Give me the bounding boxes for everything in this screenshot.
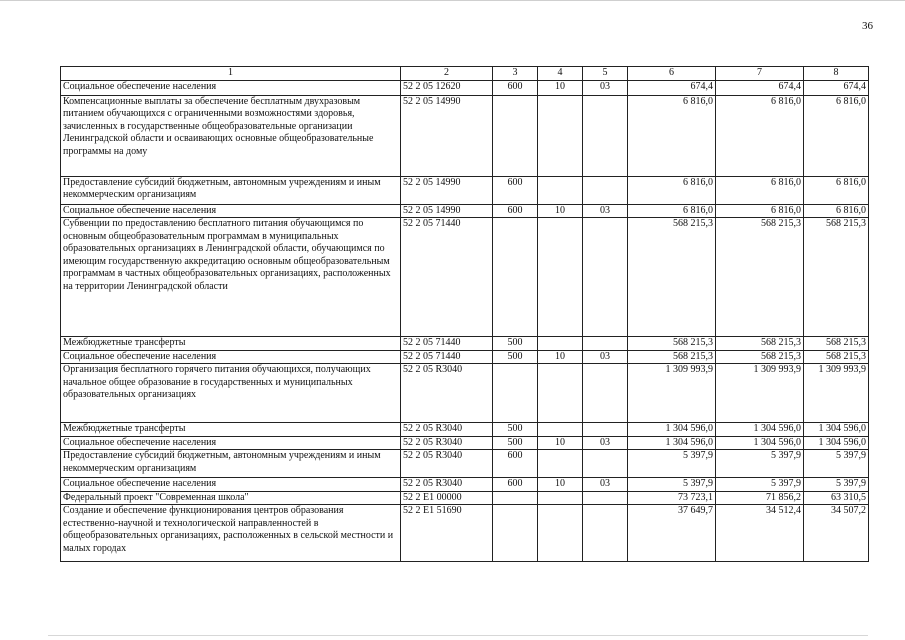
row-rz-cell: 10 bbox=[538, 350, 583, 364]
row-value-2023-cell: 6 816,0 bbox=[804, 204, 869, 218]
table-body bbox=[61, 80, 869, 562]
row-name-cell: Социальное обеспечение населения bbox=[61, 478, 401, 492]
row-value-2021-cell: 1 304 596,0 bbox=[628, 436, 716, 450]
row-value-2021-cell: 6 816,0 bbox=[628, 176, 716, 204]
row-value-2021-cell: 5 397,9 bbox=[628, 450, 716, 478]
column-header-5: 5 bbox=[583, 67, 628, 81]
row-vr-cell bbox=[493, 95, 538, 176]
row-value-2023-cell: 1 309 993,9 bbox=[804, 364, 869, 423]
row-code-cell: 52 2 05 R3040 bbox=[401, 436, 493, 450]
row-pr-cell: 03 bbox=[583, 478, 628, 492]
row-code-cell: 52 2 E1 51690 bbox=[401, 505, 493, 562]
row-rz-cell: 10 bbox=[538, 436, 583, 450]
row-value-2022-cell: 1 309 993,9 bbox=[716, 364, 804, 423]
row-rz-cell bbox=[538, 337, 583, 351]
row-value-2021-cell: 568 215,3 bbox=[628, 218, 716, 337]
row-name-cell: Социальное обеспечение населения bbox=[61, 350, 401, 364]
column-header-7: 7 bbox=[716, 67, 804, 81]
row-pr-cell: 03 bbox=[583, 204, 628, 218]
row-value-2021-cell: 1 309 993,9 bbox=[628, 364, 716, 423]
row-pr-cell: 03 bbox=[583, 350, 628, 364]
row-code-cell: 52 2 05 71440 bbox=[401, 350, 493, 364]
row-pr-cell bbox=[583, 176, 628, 204]
row-name-cell: Социальное обеспечение населения bbox=[61, 80, 401, 95]
row-pr-cell: 03 bbox=[583, 80, 628, 95]
top-rule bbox=[0, 0, 905, 1]
row-vr-cell: 500 bbox=[493, 436, 538, 450]
row-vr-cell: 600 bbox=[493, 176, 538, 204]
row-name-cell: Федеральный проект "Современная школа" bbox=[61, 491, 401, 505]
row-pr-cell bbox=[583, 423, 628, 437]
row-vr-cell: 600 bbox=[493, 80, 538, 95]
row-value-2023-cell: 5 397,9 bbox=[804, 450, 869, 478]
row-value-2021-cell: 37 649,7 bbox=[628, 505, 716, 562]
row-code-cell: 52 2 05 71440 bbox=[401, 218, 493, 337]
column-header-6: 6 bbox=[628, 67, 716, 81]
column-header-4: 4 bbox=[538, 67, 583, 81]
row-value-2023-cell: 1 304 596,0 bbox=[804, 436, 869, 450]
row-vr-cell bbox=[493, 218, 538, 337]
row-name-cell: Межбюджетные трансферты bbox=[61, 423, 401, 437]
row-code-cell: 52 2 05 R3040 bbox=[401, 423, 493, 437]
row-code-cell: 52 2 05 14990 bbox=[401, 176, 493, 204]
table-row bbox=[61, 423, 869, 437]
row-rz-cell bbox=[538, 491, 583, 505]
table-row bbox=[61, 218, 869, 337]
table-row bbox=[61, 491, 869, 505]
row-rz-cell bbox=[538, 450, 583, 478]
row-value-2022-cell: 568 215,3 bbox=[716, 337, 804, 351]
row-name-cell: Организация бесплатного горячего питания обучающихся, получающих начальное общее образование в государственных и муниципальных образовательных организациях bbox=[61, 364, 401, 423]
row-rz-cell bbox=[538, 423, 583, 437]
table-row bbox=[61, 364, 869, 423]
row-value-2022-cell: 71 856,2 bbox=[716, 491, 804, 505]
row-rz-cell: 10 bbox=[538, 478, 583, 492]
row-value-2021-cell: 73 723,1 bbox=[628, 491, 716, 505]
table-row bbox=[61, 337, 869, 351]
row-value-2023-cell: 6 816,0 bbox=[804, 95, 869, 176]
row-value-2022-cell: 568 215,3 bbox=[716, 218, 804, 337]
budget-table bbox=[60, 66, 869, 562]
table-row bbox=[61, 95, 869, 176]
table-row bbox=[61, 204, 869, 218]
table-row bbox=[61, 505, 869, 562]
row-rz-cell bbox=[538, 505, 583, 562]
row-vr-cell: 600 bbox=[493, 204, 538, 218]
row-vr-cell: 500 bbox=[493, 337, 538, 351]
row-vr-cell bbox=[493, 505, 538, 562]
row-value-2023-cell: 6 816,0 bbox=[804, 176, 869, 204]
row-name-cell: Межбюджетные трансферты bbox=[61, 337, 401, 351]
row-name-cell: Предоставление субсидий бюджетным, автономным учреждениям и иным некоммерческим организациям bbox=[61, 176, 401, 204]
row-value-2023-cell: 568 215,3 bbox=[804, 350, 869, 364]
row-code-cell: 52 2 05 14990 bbox=[401, 95, 493, 176]
row-pr-cell: 03 bbox=[583, 436, 628, 450]
row-pr-cell bbox=[583, 505, 628, 562]
row-rz-cell bbox=[538, 218, 583, 337]
row-value-2022-cell: 6 816,0 bbox=[716, 176, 804, 204]
row-value-2023-cell: 5 397,9 bbox=[804, 478, 869, 492]
row-code-cell: 52 2 E1 00000 bbox=[401, 491, 493, 505]
row-pr-cell bbox=[583, 95, 628, 176]
table-row bbox=[61, 450, 869, 478]
row-code-cell: 52 2 05 R3040 bbox=[401, 478, 493, 492]
row-value-2021-cell: 1 304 596,0 bbox=[628, 423, 716, 437]
row-value-2022-cell: 6 816,0 bbox=[716, 95, 804, 176]
row-code-cell: 52 2 05 R3040 bbox=[401, 364, 493, 423]
table-row bbox=[61, 478, 869, 492]
row-rz-cell bbox=[538, 364, 583, 423]
row-value-2021-cell: 568 215,3 bbox=[628, 350, 716, 364]
row-vr-cell: 500 bbox=[493, 423, 538, 437]
row-name-cell: Социальное обеспечение населения bbox=[61, 204, 401, 218]
row-value-2022-cell: 5 397,9 bbox=[716, 450, 804, 478]
table-row bbox=[61, 436, 869, 450]
row-vr-cell: 500 bbox=[493, 350, 538, 364]
row-code-cell: 52 2 05 R3040 bbox=[401, 450, 493, 478]
row-value-2021-cell: 6 816,0 bbox=[628, 204, 716, 218]
row-value-2022-cell: 1 304 596,0 bbox=[716, 436, 804, 450]
row-value-2021-cell: 674,4 bbox=[628, 80, 716, 95]
row-rz-cell bbox=[538, 176, 583, 204]
row-value-2021-cell: 6 816,0 bbox=[628, 95, 716, 176]
row-value-2022-cell: 1 304 596,0 bbox=[716, 423, 804, 437]
row-pr-cell bbox=[583, 450, 628, 478]
row-value-2021-cell: 5 397,9 bbox=[628, 478, 716, 492]
header-row bbox=[61, 67, 869, 81]
row-code-cell: 52 2 05 14990 bbox=[401, 204, 493, 218]
row-value-2022-cell: 6 816,0 bbox=[716, 204, 804, 218]
column-header-2: 2 bbox=[401, 67, 493, 81]
table-row bbox=[61, 80, 869, 95]
row-name-cell: Субвенции по предоставлению бесплатного питания обучающимся по основным общеобразовательным программам в муниципальных образовательных организациях в Ленинградской области, обучающимся по имеющим государственную аккредитацию основным общеобразовательным программам в частных общеобразовательных организациях, расположенных на территории Ленинградской области bbox=[61, 218, 401, 337]
row-value-2022-cell: 34 512,4 bbox=[716, 505, 804, 562]
row-rz-cell: 10 bbox=[538, 204, 583, 218]
row-pr-cell bbox=[583, 491, 628, 505]
row-value-2022-cell: 568 215,3 bbox=[716, 350, 804, 364]
row-value-2023-cell: 34 507,2 bbox=[804, 505, 869, 562]
row-vr-cell: 600 bbox=[493, 478, 538, 492]
row-pr-cell bbox=[583, 337, 628, 351]
row-value-2023-cell: 1 304 596,0 bbox=[804, 423, 869, 437]
row-name-cell: Создание и обеспечение функционирования центров образования естественно-научной и технологической направленностей в общеобразовательных организациях, расположенных в сельской местности и малых городах bbox=[61, 505, 401, 562]
row-code-cell: 52 2 05 71440 bbox=[401, 337, 493, 351]
column-header-8: 8 bbox=[804, 67, 869, 81]
row-rz-cell bbox=[538, 95, 583, 176]
row-vr-cell bbox=[493, 364, 538, 423]
row-value-2022-cell: 5 397,9 bbox=[716, 478, 804, 492]
row-name-cell: Компенсационные выплаты за обеспечение бесплатным двухразовым питанием обучающихся с ограниченными возможностями здоровья, зачисленных в государственные общеобразовательные организации Ленинградской области и осваивающих основные общеобразовательные программы на дому bbox=[61, 95, 401, 176]
column-header-1: 1 bbox=[61, 67, 401, 81]
page-number: 36 bbox=[862, 20, 873, 32]
row-vr-cell: 600 bbox=[493, 450, 538, 478]
row-value-2023-cell: 674,4 bbox=[804, 80, 869, 95]
row-value-2023-cell: 568 215,3 bbox=[804, 337, 869, 351]
row-vr-cell bbox=[493, 491, 538, 505]
column-header-3: 3 bbox=[493, 67, 538, 81]
row-pr-cell bbox=[583, 218, 628, 337]
row-pr-cell bbox=[583, 364, 628, 423]
row-name-cell: Предоставление субсидий бюджетным, автономным учреждениям и иным некоммерческим организациям bbox=[61, 450, 401, 478]
row-value-2022-cell: 674,4 bbox=[716, 80, 804, 95]
row-value-2023-cell: 63 310,5 bbox=[804, 491, 869, 505]
table-row bbox=[61, 176, 869, 204]
table-row bbox=[61, 350, 869, 364]
row-value-2023-cell: 568 215,3 bbox=[804, 218, 869, 337]
row-code-cell: 52 2 05 12620 bbox=[401, 80, 493, 95]
row-rz-cell: 10 bbox=[538, 80, 583, 95]
row-value-2021-cell: 568 215,3 bbox=[628, 337, 716, 351]
bottom-rule bbox=[48, 635, 868, 636]
row-name-cell: Социальное обеспечение населения bbox=[61, 436, 401, 450]
